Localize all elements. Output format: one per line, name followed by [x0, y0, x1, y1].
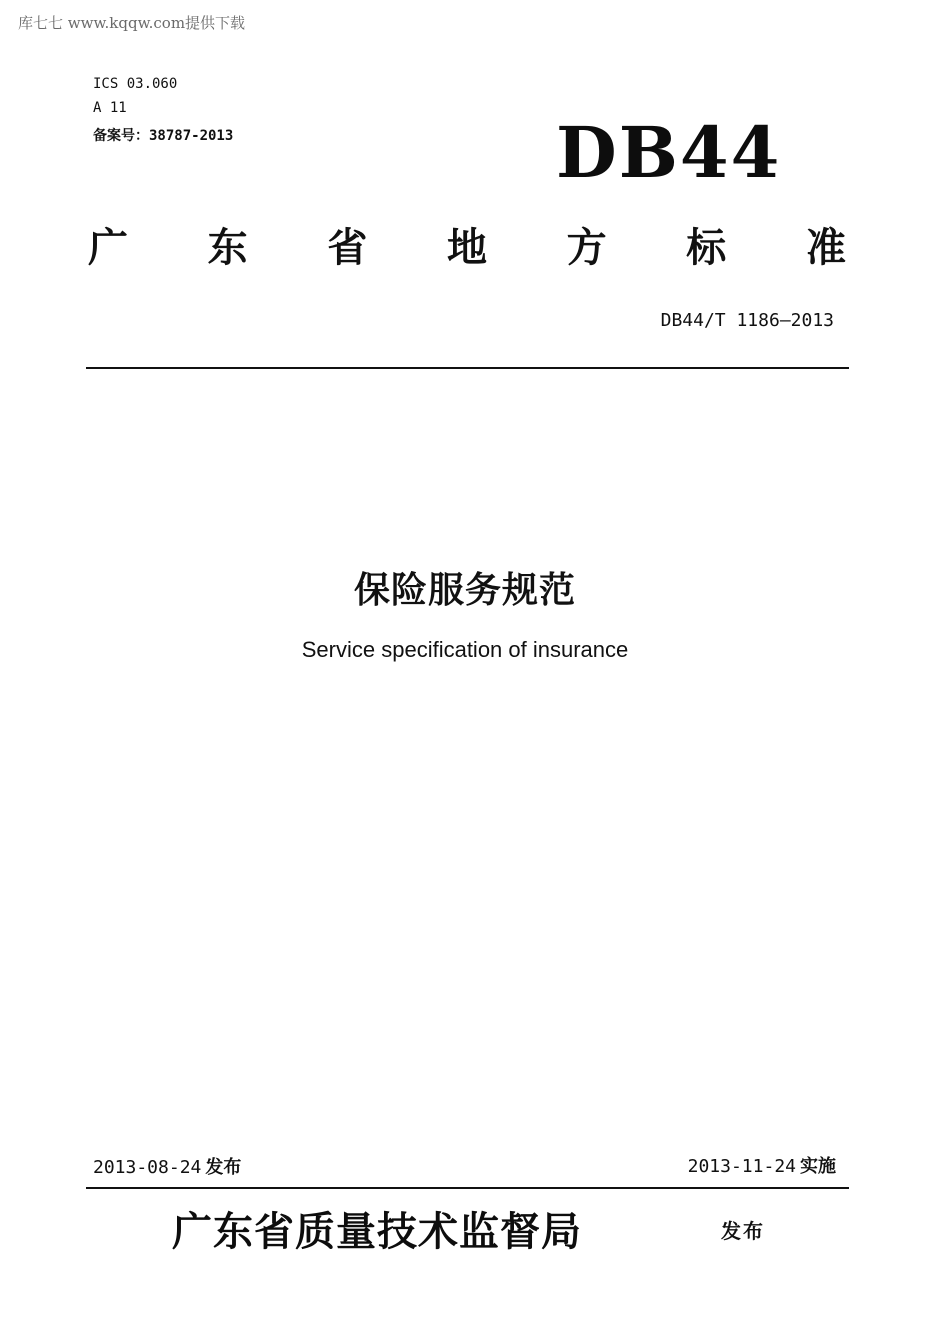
- title-char: 方: [566, 225, 607, 271]
- authority-issue-label: 发布: [721, 1219, 765, 1243]
- implement-date-value: 2013-11-24: [687, 1156, 796, 1177]
- publish-label: 发布: [205, 1157, 242, 1178]
- ics-code: ICS 03.060: [93, 76, 178, 92]
- record-number: 备案号：38787-2013: [93, 128, 234, 144]
- category-code: A 11: [93, 100, 127, 116]
- title-char: 东: [207, 225, 248, 271]
- title-char: 广: [88, 225, 128, 271]
- title-char: 准: [805, 225, 846, 271]
- implement-date: [688, 1152, 836, 1178]
- watermark-text: 库七七 www.kqqw.com提供下载: [18, 14, 246, 32]
- document-title-english: Service specification of insurance: [301, 637, 629, 662]
- title-char: 省: [327, 225, 368, 271]
- standard-logo: DB44: [556, 111, 782, 194]
- title-char: 地: [446, 225, 487, 271]
- publish-date: [93, 1153, 241, 1179]
- publish-date-value: 2013-08-24: [93, 1157, 202, 1178]
- top-divider: [86, 367, 849, 369]
- standard-type-title: [86, 216, 848, 273]
- document-title-chinese: 保险服务规范: [353, 570, 576, 611]
- title-char: 标: [686, 225, 727, 271]
- bottom-divider: [86, 1187, 849, 1189]
- standard-number: DB44/T 1186—2013: [660, 310, 834, 331]
- implement-label: 实施: [800, 1156, 836, 1177]
- issuing-authority: 广东省质量技术监督局: [172, 1208, 582, 1255]
